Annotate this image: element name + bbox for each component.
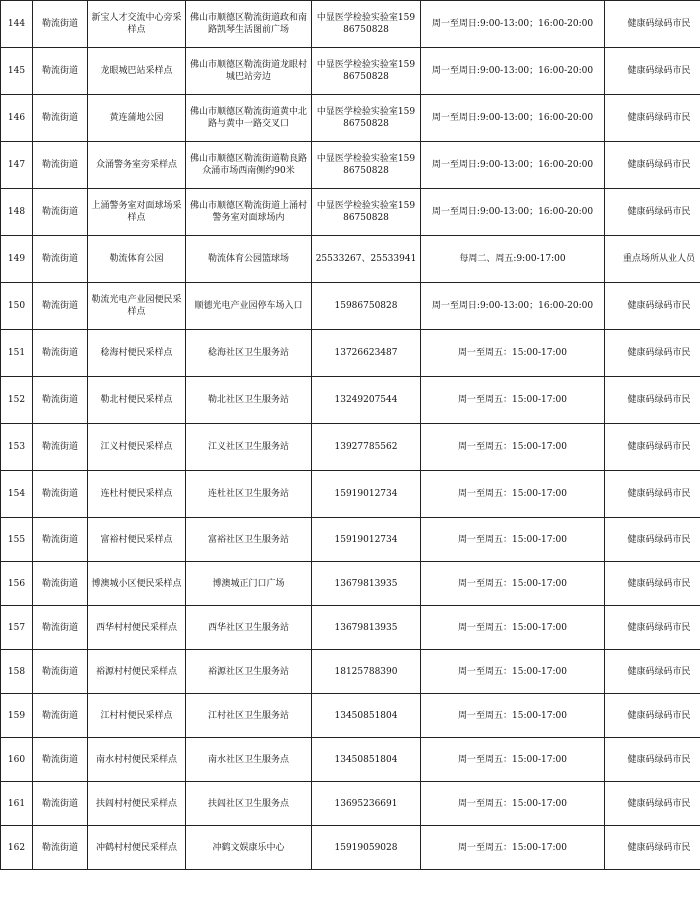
target-group-cell: 健康码绿码市民 <box>605 826 700 870</box>
target-group-cell: 健康码绿码市民 <box>605 189 700 236</box>
hours-cell: 周一至周五：15:00-17:00 <box>421 377 605 424</box>
target-group-cell: 健康码绿码市民 <box>605 1 700 48</box>
row-number: 159 <box>1 694 33 738</box>
street-cell: 勒流街道 <box>33 330 88 377</box>
target-group-cell: 健康码绿码市民 <box>605 694 700 738</box>
target-group-cell: 健康码绿码市民 <box>605 330 700 377</box>
street-cell: 勒流街道 <box>33 283 88 330</box>
target-group-cell: 健康码绿码市民 <box>605 606 700 650</box>
site-name-cell: 富裕村便民采样点 <box>88 518 186 562</box>
row-number: 155 <box>1 518 33 562</box>
street-cell: 勒流街道 <box>33 95 88 142</box>
street-cell: 勒流街道 <box>33 606 88 650</box>
street-cell: 勒流街道 <box>33 236 88 283</box>
target-group-cell: 健康码绿码市民 <box>605 650 700 694</box>
target-group-cell: 健康码绿码市民 <box>605 562 700 606</box>
street-cell: 勒流街道 <box>33 377 88 424</box>
site-name-cell: 裕源村村便民采样点 <box>88 650 186 694</box>
site-name-cell: 扶闾村村便民采样点 <box>88 782 186 826</box>
target-group-cell: 健康码绿码市民 <box>605 471 700 518</box>
target-group-cell: 重点场所从业人员 <box>605 236 700 283</box>
address-cell: 江义社区卫生服务站 <box>186 424 312 471</box>
phone-cell: 15919059028 <box>312 826 421 870</box>
table-row <box>1 48 700 95</box>
phone-cell: 13249207544 <box>312 377 421 424</box>
site-name-cell: 黄连蒲地公园 <box>88 95 186 142</box>
hours-cell: 周一至周五：15:00-17:00 <box>421 471 605 518</box>
street-cell: 勒流街道 <box>33 694 88 738</box>
row-number: 151 <box>1 330 33 377</box>
target-group-cell: 健康码绿码市民 <box>605 518 700 562</box>
address-cell: 顺德光电产业园停车场入口 <box>186 283 312 330</box>
row-number: 144 <box>1 1 33 48</box>
site-name-cell: 博澳城小区便民采样点 <box>88 562 186 606</box>
street-cell: 勒流街道 <box>33 650 88 694</box>
address-cell: 博澳城正门口广场 <box>186 562 312 606</box>
table-row <box>1 283 700 330</box>
phone-cell: 15919012734 <box>312 471 421 518</box>
street-cell: 勒流街道 <box>33 471 88 518</box>
street-cell: 勒流街道 <box>33 1 88 48</box>
row-number: 154 <box>1 471 33 518</box>
row-number: 148 <box>1 189 33 236</box>
street-cell: 勒流街道 <box>33 424 88 471</box>
phone-cell: 13679813935 <box>312 606 421 650</box>
street-cell: 勒流街道 <box>33 738 88 782</box>
hours-cell: 周一至周五：15:00-17:00 <box>421 782 605 826</box>
site-name-cell: 上涌警务室对面球场采样点 <box>88 189 186 236</box>
hours-cell: 每周二、周五:9:00-17:00 <box>421 236 605 283</box>
table-row <box>1 518 700 562</box>
table-row <box>1 142 700 189</box>
target-group-cell: 健康码绿码市民 <box>605 95 700 142</box>
row-number: 156 <box>1 562 33 606</box>
site-name-cell: 南水村村便民采样点 <box>88 738 186 782</box>
site-name-cell: 勒流体育公园 <box>88 236 186 283</box>
phone-cell: 18125788390 <box>312 650 421 694</box>
table-row <box>1 377 700 424</box>
hours-cell: 周一至周日:9:00-13:00；16:00-20:00 <box>421 283 605 330</box>
street-cell: 勒流街道 <box>33 518 88 562</box>
phone-cell: 13695236691 <box>312 782 421 826</box>
target-group-cell: 健康码绿码市民 <box>605 377 700 424</box>
street-cell: 勒流街道 <box>33 562 88 606</box>
address-cell: 冲鹤文娱康乐中心 <box>186 826 312 870</box>
row-number: 145 <box>1 48 33 95</box>
hours-cell: 周一至周五：15:00-17:00 <box>421 330 605 377</box>
hours-cell: 周一至周日:9:00-13:00；16:00-20:00 <box>421 142 605 189</box>
row-number: 153 <box>1 424 33 471</box>
site-name-cell: 勒北村便民采样点 <box>88 377 186 424</box>
hours-cell: 周一至周五：15:00-17:00 <box>421 562 605 606</box>
target-group-cell: 健康码绿码市民 <box>605 782 700 826</box>
address-cell: 江村社区卫生服务站 <box>186 694 312 738</box>
phone-cell: 中显医学检验实验室15986750828 <box>312 95 421 142</box>
row-number: 147 <box>1 142 33 189</box>
table-row <box>1 738 700 782</box>
address-cell: 佛山市顺德区勒流街道龙眼村城巴站旁边 <box>186 48 312 95</box>
site-name-cell: 连杜村便民采样点 <box>88 471 186 518</box>
site-name-cell: 江义村便民采样点 <box>88 424 186 471</box>
address-cell: 裕源社区卫生服务站 <box>186 650 312 694</box>
address-cell: 佛山市顺德区勒流街道勒良路众涌市场西南侧约90米 <box>186 142 312 189</box>
phone-cell: 13679813935 <box>312 562 421 606</box>
table-row <box>1 826 700 870</box>
row-number: 149 <box>1 236 33 283</box>
table-row <box>1 330 700 377</box>
hours-cell: 周一至周五：15:00-17:00 <box>421 518 605 562</box>
phone-cell: 13450851804 <box>312 738 421 782</box>
table-row <box>1 189 700 236</box>
hours-cell: 周一至周日:9:00-13:00；16:00-20:00 <box>421 1 605 48</box>
row-number: 152 <box>1 377 33 424</box>
phone-cell: 13726623487 <box>312 330 421 377</box>
row-number: 160 <box>1 738 33 782</box>
table-row <box>1 606 700 650</box>
hours-cell: 周一至周日:9:00-13:00；16:00-20:00 <box>421 95 605 142</box>
hours-cell: 周一至周五：15:00-17:00 <box>421 738 605 782</box>
hours-cell: 周一至周日:9:00-13:00；16:00-20:00 <box>421 48 605 95</box>
hours-cell: 周一至周五：15:00-17:00 <box>421 424 605 471</box>
target-group-cell: 健康码绿码市民 <box>605 48 700 95</box>
site-name-cell: 龙眼城巴站采样点 <box>88 48 186 95</box>
address-cell: 稔海社区卫生服务站 <box>186 330 312 377</box>
street-cell: 勒流街道 <box>33 48 88 95</box>
hours-cell: 周一至周五：15:00-17:00 <box>421 694 605 738</box>
site-name-cell: 冲鹤村村便民采样点 <box>88 826 186 870</box>
target-group-cell: 健康码绿码市民 <box>605 142 700 189</box>
address-cell: 富裕社区卫生服务站 <box>186 518 312 562</box>
phone-cell: 15919012734 <box>312 518 421 562</box>
address-cell: 南水社区卫生服务点 <box>186 738 312 782</box>
table-row <box>1 236 700 283</box>
hours-cell: 周一至周日:9:00-13:00；16:00-20:00 <box>421 189 605 236</box>
address-cell: 连杜社区卫生服务站 <box>186 471 312 518</box>
address-cell: 佛山市顺德区勒流街道政和南路凯琴生活图前广场 <box>186 1 312 48</box>
street-cell: 勒流街道 <box>33 782 88 826</box>
address-cell: 扶闾社区卫生服务点 <box>186 782 312 826</box>
phone-cell: 中显医学检验实验室15986750828 <box>312 48 421 95</box>
site-name-cell: 稔海村便民采样点 <box>88 330 186 377</box>
table-row <box>1 782 700 826</box>
site-name-cell: 众涌警务室旁采样点 <box>88 142 186 189</box>
row-number: 146 <box>1 95 33 142</box>
table-row <box>1 694 700 738</box>
address-cell: 勒流体育公园篮球场 <box>186 236 312 283</box>
table-body <box>1 1 700 870</box>
target-group-cell: 健康码绿码市民 <box>605 738 700 782</box>
address-cell: 勒北社区卫生服务站 <box>186 377 312 424</box>
phone-cell: 中显医学检验实验室15986750828 <box>312 142 421 189</box>
street-cell: 勒流街道 <box>33 826 88 870</box>
row-number: 158 <box>1 650 33 694</box>
target-group-cell: 健康码绿码市民 <box>605 283 700 330</box>
phone-cell: 15986750828 <box>312 283 421 330</box>
hours-cell: 周一至周五：15:00-17:00 <box>421 650 605 694</box>
phone-cell: 中显医学检验实验室15986750828 <box>312 1 421 48</box>
site-name-cell: 西华村村便民采样点 <box>88 606 186 650</box>
table-row <box>1 471 700 518</box>
table-row <box>1 95 700 142</box>
target-group-cell: 健康码绿码市民 <box>605 424 700 471</box>
row-number: 162 <box>1 826 33 870</box>
phone-cell: 13927785562 <box>312 424 421 471</box>
phone-cell: 25533267、25533941 <box>312 236 421 283</box>
street-cell: 勒流街道 <box>33 189 88 236</box>
site-name-cell: 勒流光电产业园便民采样点 <box>88 283 186 330</box>
row-number: 157 <box>1 606 33 650</box>
address-cell: 西华社区卫生服务站 <box>186 606 312 650</box>
street-cell: 勒流街道 <box>33 142 88 189</box>
row-number: 150 <box>1 283 33 330</box>
table-row <box>1 1 700 48</box>
hours-cell: 周一至周五：15:00-17:00 <box>421 606 605 650</box>
phone-cell: 13450851804 <box>312 694 421 738</box>
row-number: 161 <box>1 782 33 826</box>
phone-cell: 中显医学检验实验室15986750828 <box>312 189 421 236</box>
table-row <box>1 424 700 471</box>
site-name-cell: 新宝人才交流中心旁采样点 <box>88 1 186 48</box>
table-row <box>1 650 700 694</box>
address-cell: 佛山市顺德区勒流街道上涌村警务室对面球场内 <box>186 189 312 236</box>
address-cell: 佛山市顺德区勒流街道黄中北路与黄中一路交叉口 <box>186 95 312 142</box>
hours-cell: 周一至周五：15:00-17:00 <box>421 826 605 870</box>
site-name-cell: 江村村便民采样点 <box>88 694 186 738</box>
table-row <box>1 562 700 606</box>
